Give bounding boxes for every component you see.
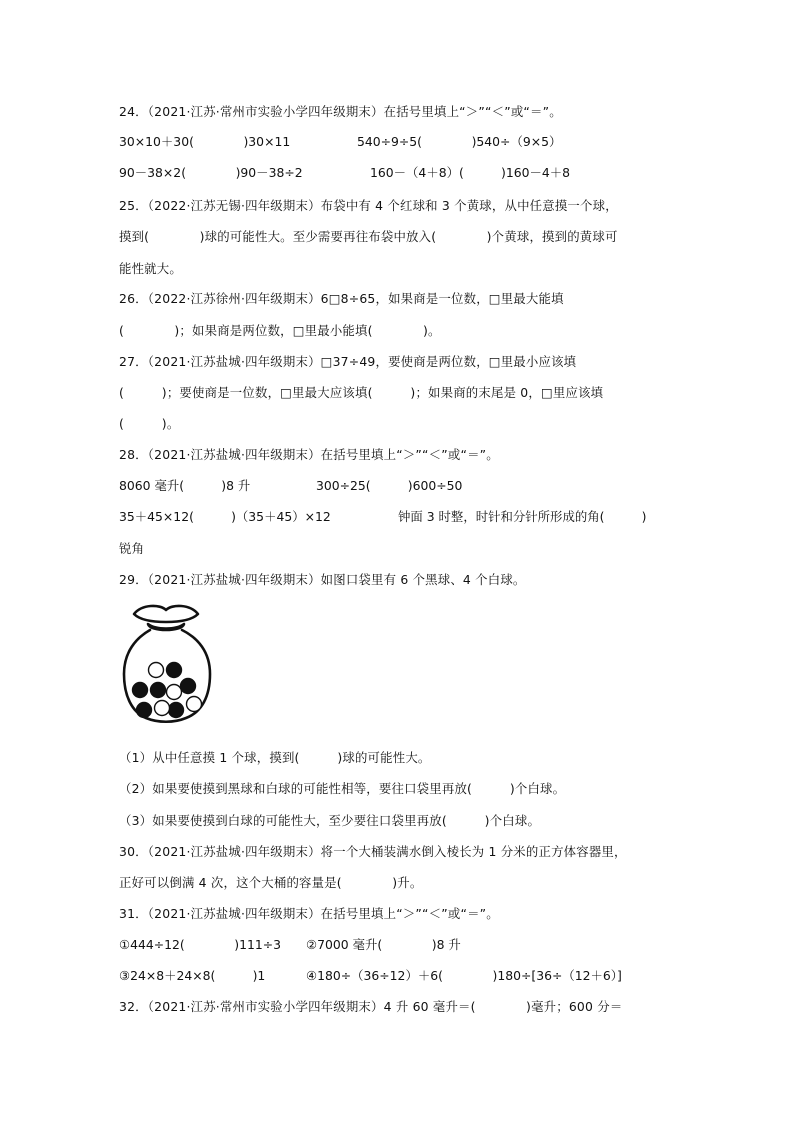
black-ball <box>169 703 184 718</box>
q31-item-4: ④180÷（36÷12）＋6( )180÷[36÷（12＋6）] <box>306 968 622 983</box>
question-30-line-2: 正好可以倒满 4 次，这个大桶的容量是( )升。 <box>119 875 423 890</box>
black-ball <box>151 683 166 698</box>
question-30: 30．（2021·江苏盐城·四年级期末）将一个大桶装满水倒入棱长为 1 分米的正方体容器里， <box>119 844 627 859</box>
ball-bag-figure <box>118 600 214 726</box>
bag-knot <box>134 606 198 622</box>
black-ball <box>181 679 196 694</box>
q28-item-1: 8060 毫升( )8 升 <box>119 478 251 493</box>
q24-item-3: 90－38×2( )90－38÷2 <box>119 165 303 180</box>
question-27-line-2: ( )；要使商是一位数，□里最大应该填( )；如果商的末尾是 0，□里应该填 <box>119 385 604 400</box>
question-25-line-3: 能性就大。 <box>119 261 182 276</box>
question-25: 25．（2022·江苏无锡·四年级期末）布袋中有 4 个红球和 3 个黄球，从中任意摸一个球， <box>119 198 618 213</box>
q31-item-3: ③24×8＋24×8( )1 <box>119 968 266 983</box>
white-ball <box>155 701 170 716</box>
white-ball <box>187 697 202 712</box>
question-28: 28．（2021·江苏盐城·四年级期末）在括号里填上“＞”“＜”或“＝”。 <box>119 447 499 462</box>
question-24: 24．（2021·江苏·常州市实验小学四年级期末）在括号里填上“＞”“＜”或“＝”。 <box>119 104 562 119</box>
question-27-line-3: ( )。 <box>119 416 180 431</box>
q31-item-2: ②7000 毫升( )8 升 <box>306 937 461 952</box>
q28-item-4: 钟面 3 时整，时针和分针所形成的角( ) <box>398 509 647 524</box>
q24-item-4: 160－（4＋8）( )160－4＋8 <box>370 165 571 180</box>
question-29: 29．（2021·江苏盐城·四年级期末）如图口袋里有 6 个黑球、4 个白球。 <box>119 572 526 587</box>
q24-item-1: 30×10＋30( )30×11 <box>119 134 291 149</box>
question-31: 31．（2021·江苏盐城·四年级期末）在括号里填上“＞”“＜”或“＝”。 <box>119 906 499 921</box>
white-ball <box>167 685 182 700</box>
q28-item-2: 300÷25( )600÷50 <box>316 478 463 493</box>
question-26: 26．（2022·江苏徐州·四年级期末）6□8÷65，如果商是一位数，□里最大能填 <box>119 291 564 306</box>
question-29-part-1: （1）从中任意摸 1 个球，摸到( )球的可能性大。 <box>119 750 431 765</box>
question-26-line-2: ( )；如果商是两位数，□里最小能填( )。 <box>119 323 441 338</box>
q28-item-3: 35＋45×12( )（35＋45）×12 <box>119 509 331 524</box>
q24-item-2: 540÷9÷5( )540÷（9×5） <box>357 134 562 149</box>
q31-item-1: ①444÷12( )111÷3 <box>119 937 282 952</box>
question-25-line-2: 摸到( )球的可能性大。至少需要再往布袋中放入( )个黄球，摸到的黄球可 <box>119 229 618 244</box>
black-ball <box>133 683 148 698</box>
question-29-part-2: （2）如果要使摸到黑球和白球的可能性相等，要往口袋里再放( )个白球。 <box>119 781 566 796</box>
white-ball <box>149 663 164 678</box>
black-ball <box>137 703 152 718</box>
question-29-part-3: （3）如果要使摸到白球的可能性大，至少要往口袋里再放( )个白球。 <box>119 813 541 828</box>
bag-tie <box>148 624 184 630</box>
question-28-line-4: 锐角 <box>119 541 145 556</box>
black-ball <box>167 663 182 678</box>
question-27: 27．（2021·江苏盐城·四年级期末）□37÷49，要使商是两位数，□里最小应该填 <box>119 354 577 369</box>
question-32: 32．（2021·江苏·常州市实验小学四年级期末）4 升 60 毫升＝( )毫升；600 分＝ <box>119 999 623 1014</box>
